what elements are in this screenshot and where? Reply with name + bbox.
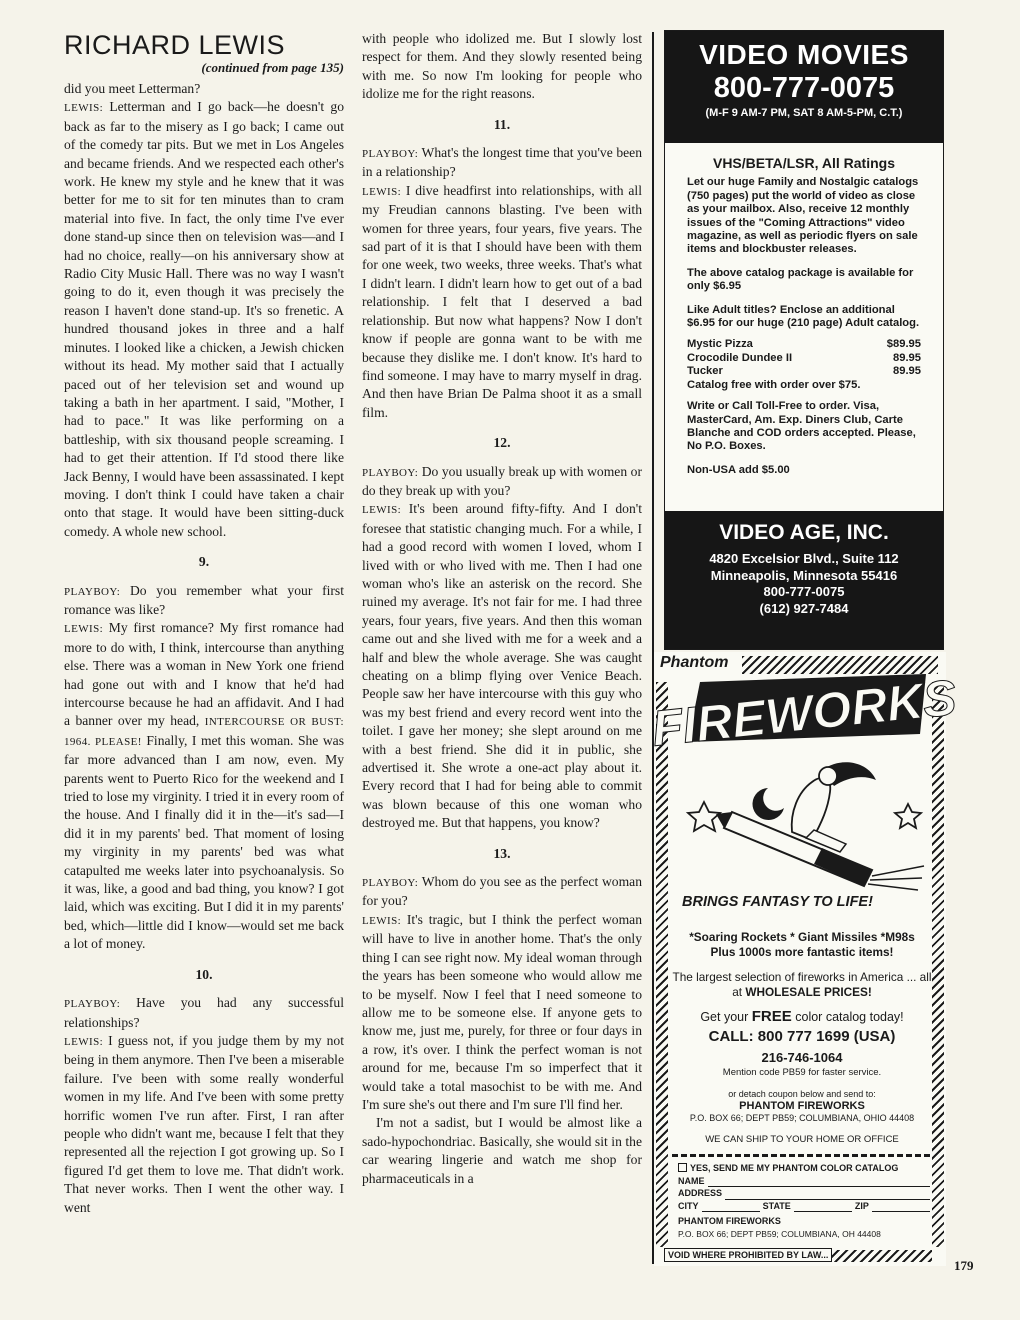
fireworks-logo [649,669,959,757]
ad-title: VIDEO MOVIES [699,39,909,70]
hatch-border [656,682,668,1247]
coupon-cut-line [672,1154,930,1157]
speaker-label: PLAYBOY: [64,998,121,1011]
speaker-label: PLAYBOY: [362,877,419,890]
ad-footer: VIDEO AGE, INC. 4820 Excelsior Blvd., Suite 112 Minneapolis, Minnesota 55416 800-777-0075 (612) 927-7484 [665,511,943,649]
ad-line: or detach coupon below and send to: PHANTOM FIREWORKS P.O. BOX 66; DEPT PB59; COLUMBIANA, OHIO 44408 [689,1089,915,1123]
call-line: CALL: 800 777 1699 (USA) [708,1028,896,1045]
article-title: RICHARD LEWIS [64,30,286,60]
free-note: Catalog free with order over $75. [687,378,861,391]
ad-paragraph: Like Adult titles? Enclose an additional $6.95 for our huge (210 page) Adult catalog. [687,303,920,330]
paragraph: did you meet Letterman? [64,81,201,96]
page-number: 179 [954,1258,974,1273]
price-row: Tucker 89.95 [687,365,921,378]
ad-paragraph: The above catalog package is available for only $6.95 [687,266,914,293]
coupon-checkbox-row[interactable]: YES, SEND ME MY PHANTOM COLOR CATALOG [678,1162,930,1175]
svg-text:FIREWORKS: FIREWORKS [649,669,959,757]
paragraph: PLAYBOY: Do you usually break up with women or do they break up with you? [362,463,642,498]
paragraph: LEWIS: It's tragic, but I think the perfect woman will have to live in another home. That's the only thing I can see right now. My ideal woman through the years has been someone who would allow me to be myself. Now I feel that I need someone to allow me to be someone else. If anyone gets to know me, just me, purely, for three or four days in a row, it's over. I think the perfect woman is not around for me, because I'm so imperfect that it would take a total masochist to be with me. And I'm sure she's out there and I'm sure I'll find her. [362,911,642,1112]
paragraph: I'm not a sadist, but I would be almost like a sado-hypochondriac. Basically, she would sit in the car wearing lingerie and watch me shop for pharmaceuticals in a [362,1115,642,1186]
speaker-label: PLAYBOY: [64,585,121,598]
price-list [687,338,921,392]
speaker-label: LEWIS: [362,185,402,198]
paragraph: PLAYBOY: What's the longest time that you've been in a relationship? [362,145,642,180]
speaker-label: PLAYBOY: [362,466,419,479]
company-name: VIDEO AGE, INC. [719,521,889,544]
article-column-1 [64,30,344,1217]
void-notice: VOID WHERE PROHIBITED BY LAW... [664,1248,832,1262]
ad-line: WE CAN SHIP TO YOUR HOME OR OFFICE [705,1134,899,1145]
price-row: Crocodile Dundee II 89.95 [687,351,921,364]
price-row: Mystic Pizza $89.95 [687,338,921,351]
question-number: 13. [493,845,511,861]
article-column-2 [362,30,642,1188]
ad-subtitle: VHS/BETA/LSR, All Ratings [712,155,895,171]
question-number: 10. [195,966,213,982]
video-movies-ad [664,30,944,650]
coupon-city-state-zip-field[interactable]: CITY STATE ZIP [678,1200,930,1213]
paragraph: LEWIS: It's been around fifty-fifty. And I don't foresee that statistic changing much. For a while, I had a good record with women I loved, whom I lived with or who lived with me. Then I had one woman who's like an asterisk on the record. She ruined my average. It's not fair for me. I had three years, four years, five years. And then this woman came out and she lived with me for a week and a half and blew the whole average. She was caught cheating on a blimp flying over Venice Beach. People saw her have intercourse with this guy who was my best friend and every record went into the toilet. I gave her money; she slept around on me with a best friend. She did it in public, she advertised it. She wrote a one-act play about it. Every record that I had for being able to commit was blown because of this one woman who destroyed me. But that happens, you know? [362,501,643,831]
rocket-woman-illustration [672,752,934,892]
tagline: BRINGS FANTASY TO LIFE! [682,894,873,910]
speaker-label: LEWIS: [64,102,104,115]
paragraph: PLAYBOY: Whom do you see as the perfect woman for you? [362,874,642,909]
paragraph: LEWIS: Letterman and I go back—he doesn't go back as far to the misery as I go back; I came out of the comedy tar pits. But we met in Los Angeles and became friends. And we respected each other's work. He knew my style and he knew that it was better for me to sit for ten minutes than to cram material into five. In fact, the only time I've ever done stand-up since then on television was—and I had no choice, really—on his anniversary show at Radio City Music Hall. There was no way I wasn't going to do it, even though it was precisely the reason I haven't done stand-up. It's so frenetic. A hundred thousand jokes in three and a half minutes. I looked like a chicken, a Jewish chicken without its head. My mother said that I actually paced out of her television set and wound up taking a bath in her apartment. I said, "Mother, I had to pace." It was like performing on a battleship, with six thousand people screaming. I had to get their attention. If I'd stood there like Jack Benny, I would have been assassinated. I kept moving. I don't think I could have taken a chair onto that stage. It would have been sitting-duck comedy. A whole new school. [64,99,344,539]
ad-line: Get your FREE color catalog today! [700,1008,904,1025]
ad-phone: 800-777-0075 [713,72,895,104]
continued-note: (continued from page 135) [201,60,344,75]
ad-hours: (M-F 9 AM-7 PM, SAT 8 AM-5-PM, C.T.) [705,107,903,119]
coupon-address-field[interactable]: ADDRESS [678,1187,930,1200]
speaker-label: LEWIS: [64,623,104,636]
non-usa-note: Non-USA add $5.00 [687,463,790,476]
paragraph: PLAYBOY: Have you had any successful relationships? [64,995,344,1030]
coupon-name-field[interactable]: NAME [678,1175,930,1188]
fireworks-ad [649,652,959,1266]
speaker-label: LEWIS: [64,1035,104,1048]
speaker-label: LEWIS: [362,504,402,517]
paragraph: LEWIS: My first romance? My first romance had more to do with, I think, intercourse than anything else. There was a woman in New York one friend had gone out with and I know that he'd had intercourse because he had an affidavit. And I had a banner over my head, INTERCOURSE OR BUST: 1964. PLEASE! Finally, I met this woman. She was far more advanced than I am now, even. My parents went to Puerto Rico for the weekend and I tried to lose my virginity. I tried it in every room of the house. And I finally did it in the—it's sad—I did it in my parents' bed. That moment of losing my virginity in my parents' bed was what catapulted me weeks later into psychoanalysis. So it was, like, a good and bad thing, you know? I got laid, which was exciting. But I did it in my parents' bed, which—little did I know—would set me back a lot of money. [64,620,344,952]
ad-line: The largest selection of fireworks in America ... all at WHOLESALE PRICES! [672,970,932,999]
paragraph: PLAYBOY: Do you remember what your first romance was like? [64,582,344,617]
question-number: 12. [493,435,511,451]
question-number: 9. [198,554,210,570]
paragraph: LEWIS: I dive headfirst into relationships, with all my Freudian cannons blasting. I've been with women for three years, four years, five years. The sad part of it is that I should have been with them for one week, two weeks, three weeks. That's what I didn't learn. I didn't learn how to get out of a bad relationship. I felt that I deserved a bad relationship. But now what happens? Now I don't know if people are gonna want to be with me because they dislike me. I don't know. It's hard to find someone. I may have to marry myself in drag. And then have Brian De Palma shoot it as a small film. [362,182,642,420]
coupon-checkbox[interactable] [678,1163,687,1172]
woman-figure-icon [792,762,876,852]
ad-line: 216-746-1064 Mention code PB59 for faster service. [722,1050,882,1078]
paragraph: LEWIS: I guess not, if you judge them by my not being in them anymore. Then I've been a miserable failure. I've been with some really wonderful women in my life. And I've been with some pretty horrific women I've run after. First, I ran after people who didn't want me, because I felt that they represented all the rejection I got growing up. So I figured I'd get them to love me. That didn't work. That never works. Then I went the other way. I went [64,1032,344,1215]
ad-line: *Soaring Rockets * Giant Missiles *M98s Plus 1000s more fantastic items! [689,930,915,959]
speaker-label: LEWIS: [362,914,402,927]
order-coupon: YES, SEND ME MY PHANTOM COLOR CATALOG NAME ADDRESS CITY STATE ZIP PHANTOM FIREWORKS P.O. BOX 66; DEPT PB59; COLUMBIANA, OH 44408 [678,1162,930,1240]
speaker-label: PLAYBOY: [362,148,419,161]
crescent-icon [753,788,784,820]
brand-name: Phantom [660,654,729,671]
paragraph: with people who idolized me. But I slowly lost respect for them. And they slowly resented being with me. So now I'm looking for people who idolize me for the right reasons. [362,31,642,102]
question-number: 11. [493,116,511,132]
ad-body [665,143,943,477]
ad-paragraph: Let our huge Family and Nostalgic catalogs (750 pages) put the world of video as close as your mailbox. Also, receive 12 monthly issues of the "Coming Attractions" video magazine, as well as periodic flyers on sale items and blockbuster releases. [687,176,919,256]
ad-paragraph: Write or Call Toll-Free to order. Visa, MasterCard, Am. Exp. Diners Club, Carte Blanche and COD orders accepted. Please, No P.O. Boxes. [687,400,916,453]
ad-header [665,31,943,143]
